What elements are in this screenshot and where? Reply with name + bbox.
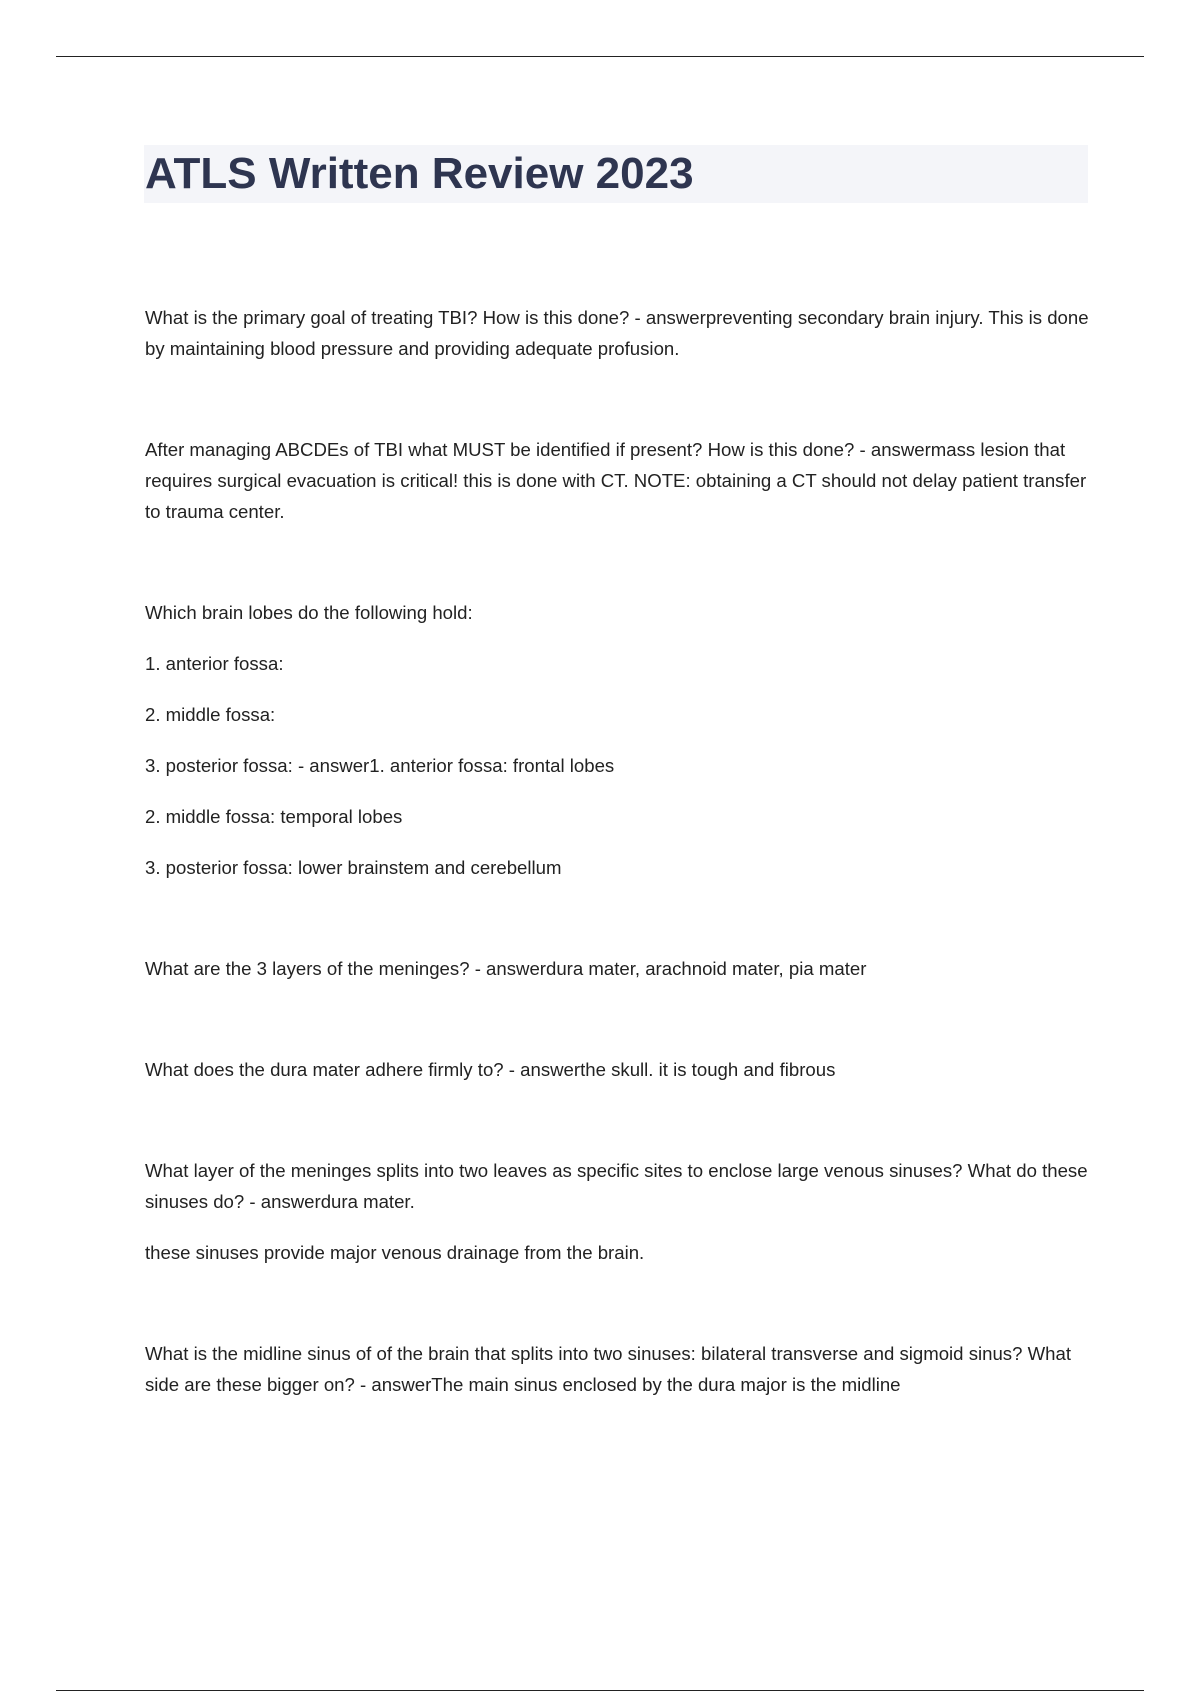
- qa-paragraph: After managing ABCDEs of TBI what MUST be identified if present? How is this done? - answermass lesion that requires surgical evacuation is critical! this is done with CT. NOTE: obtaining a CT should not delay patient transfer to trauma center.: [145, 439, 1087, 522]
- qa-entry-3: [145, 597, 1090, 883]
- qa-entry-2: [145, 434, 1090, 527]
- qa-paragraph: these sinuses provide major venous drainage from the brain.: [145, 1242, 645, 1263]
- qa-entry-5: [145, 1054, 1090, 1085]
- qa-list-item: 3. posterior fossa: - answer1. anterior fossa: frontal lobes: [145, 755, 615, 776]
- qa-paragraph: What is the midline sinus of of the brain that splits into two sinuses: bilateral transverse and sigmoid sinus? What side are these bigger on? - answerThe main sinus enclosed by the dura major is the midline: [145, 1343, 1072, 1395]
- qa-entry-4: [145, 953, 1090, 984]
- qa-entry-6: [145, 1155, 1090, 1268]
- qa-list-item: 1. anterior fossa:: [145, 653, 284, 674]
- qa-list-item: 2. middle fossa:: [145, 704, 276, 725]
- top-rule: [56, 56, 1144, 57]
- document-title: ATLS Written Review 2023: [145, 149, 694, 198]
- qa-list-item: 2. middle fossa: temporal lobes: [145, 806, 403, 827]
- qa-list-item: 3. posterior fossa: lower brainstem and cerebellum: [145, 857, 562, 878]
- bottom-rule: [56, 1690, 1144, 1691]
- qa-paragraph: Which brain lobes do the following hold:: [145, 602, 473, 623]
- qa-paragraph: What are the 3 layers of the meninges? - answerdura mater, arachnoid mater, pia mater: [145, 958, 867, 979]
- qa-paragraph: What does the dura mater adhere firmly to? - answerthe skull. it is tough and fibrous: [145, 1059, 836, 1080]
- document-body: [145, 302, 1090, 1400]
- qa-paragraph: What is the primary goal of treating TBI? How is this done? - answerpreventing secondary brain injury. This is done by maintaining blood pressure and providing adequate profusion.: [145, 307, 1089, 359]
- qa-entry-1: [145, 302, 1090, 364]
- qa-entry-7: [145, 1338, 1090, 1400]
- qa-paragraph: What layer of the meninges splits into two leaves as specific sites to enclose large venous sinuses? What do these sinuses do? - answerdura mater.: [145, 1160, 1088, 1212]
